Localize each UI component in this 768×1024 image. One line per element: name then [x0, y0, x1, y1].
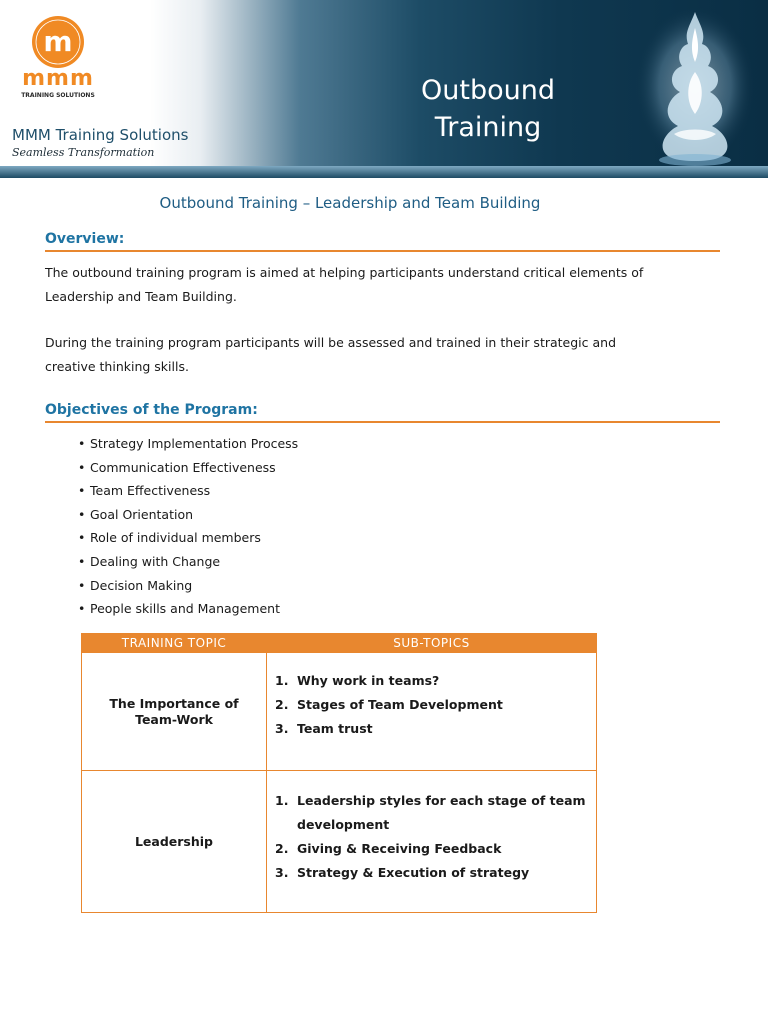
- table-header-row: [82, 634, 597, 653]
- topic-cell: The Importance of Team-Work: [82, 653, 267, 771]
- column-header-sub-topics: SUB-TOPICS: [267, 634, 597, 653]
- subtopics-cell: [267, 653, 597, 771]
- table-row: [82, 653, 597, 771]
- svg-text:m: m: [43, 25, 73, 58]
- overview-rule: [45, 250, 720, 252]
- list-item: 3. Strategy & Execution of strategy: [275, 864, 530, 880]
- subtopic-list: [267, 789, 596, 885]
- list-item: • Dealing with Change: [78, 550, 298, 574]
- objectives-list: [78, 432, 298, 621]
- list-item: • People skills and Management: [78, 597, 298, 621]
- page-header: [0, 0, 768, 178]
- list-item: • Decision Making: [78, 574, 298, 598]
- list-item: 1. Leadership styles for each stage of team development: [275, 792, 586, 832]
- hero-title: Outbound Training: [421, 75, 555, 143]
- list-item: 2. Giving & Receiving Feedback: [275, 840, 502, 856]
- list-item: • Strategy Implementation Process: [78, 432, 298, 456]
- training-topics-table: [81, 633, 597, 913]
- table-row: [82, 771, 597, 913]
- list-item: • Communication Effectiveness: [78, 456, 298, 480]
- topic-cell: Leadership: [82, 771, 267, 913]
- list-item: 3. Team trust: [275, 720, 373, 736]
- list-item: 1. Why work in teams?: [275, 672, 440, 688]
- document-title: Outbound Training – Leadership and Team Building: [159, 194, 541, 212]
- company-logo: [8, 8, 108, 100]
- subtopics-cell: [267, 771, 597, 913]
- list-item: • Role of individual members: [78, 526, 298, 550]
- column-header-training-topic: TRAINING TOPIC: [82, 634, 267, 653]
- list-item: • Goal Orientation: [78, 503, 298, 527]
- overview-paragraph-2: During the training program participants will be assessed and trained in their strategic and creative thinking skills.: [45, 335, 617, 374]
- svg-text:TRAINING SOLUTIONS: TRAINING SOLUTIONS: [21, 92, 95, 99]
- overview-paragraph-1: The outbound training program is aimed at helping participants understand critical elements of Leadership and Team Building.: [45, 265, 644, 304]
- company-tagline: Seamless Transformation: [12, 146, 155, 159]
- objectives-rule: [45, 421, 720, 423]
- company-name: MMM Training Solutions: [12, 126, 189, 144]
- list-item: 2. Stages of Team Development: [275, 696, 503, 712]
- header-divider: [0, 166, 768, 178]
- list-item: • Team Effectiveness: [78, 479, 298, 503]
- overview-heading: Overview:: [45, 231, 125, 247]
- objectives-heading: Objectives of the Program:: [45, 402, 258, 418]
- svg-text:mmm: mmm: [22, 66, 94, 91]
- smoke-sculpture-image: [632, 6, 758, 170]
- subtopic-list: [267, 669, 596, 741]
